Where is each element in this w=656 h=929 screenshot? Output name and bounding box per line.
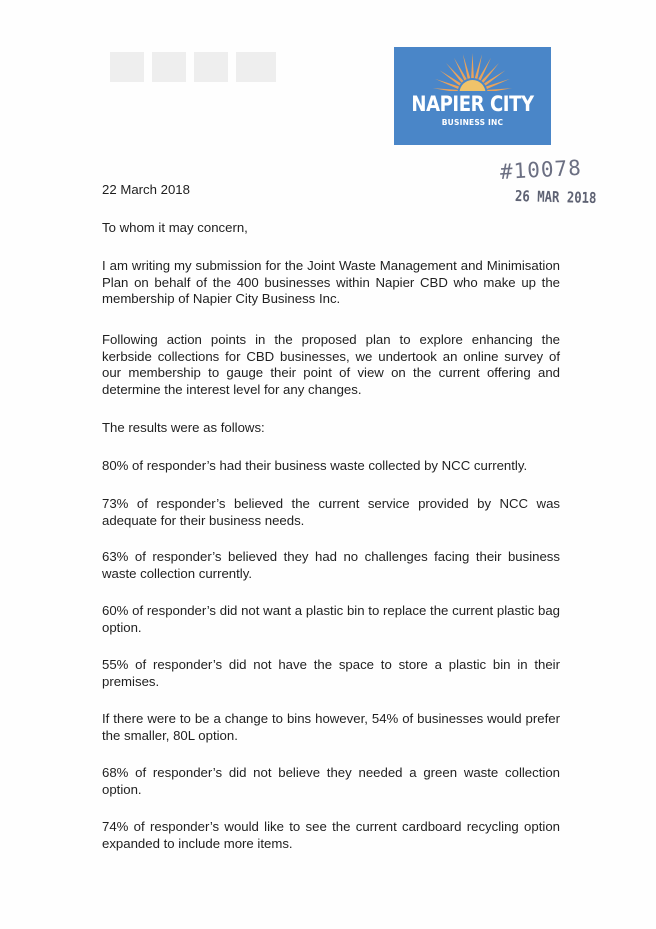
logo-brand-name: NAPIER CITY [411,92,534,116]
survey-result-text: If there were to be a change to bins however, 54% of businesses would prefer the smaller, 80L option. [102,711,560,743]
survey-result [102,496,560,529]
handwritten-reference-number: #10078 [499,155,583,184]
survey-result-text: 55% of responder’s did not have the space to store a plastic bin in their premises. [102,657,560,689]
survey-result-text: 68% of responder’s did not believe they needed a green waste collection option. [102,765,560,797]
survey-result [102,549,560,582]
survey-result-text: 80% of responder’s had their business waste collected by NCC currently. [102,458,528,473]
survey-result [102,711,560,744]
sun-ray [471,53,474,78]
letter-salutation [102,220,560,237]
survey-result-text: 74% of responder’s would like to see the current cardboard recycling option expanded to include more items. [102,819,560,851]
survey-result [102,458,560,475]
survey-result [102,657,560,690]
napier-city-logo [394,47,551,145]
survey-result-text: 63% of responder’s believed they had no challenges facing their business waste collection currently. [102,549,560,581]
survey-result [102,603,560,636]
paragraph-text: Following action points in the proposed plan to explore enhancing the kerbside collections for CBD businesses, we undertook an online survey of our membership to gauge their point of view on the current offering and determine the interest level for any changes. [102,332,560,397]
faded-letterhead-mark [110,48,280,86]
salutation-text: To whom it may concern, [102,220,248,235]
survey-result-text: 73% of responder’s believed the current service provided by NCC was adequate for their business needs. [102,496,560,528]
paragraph [102,332,560,398]
received-date-stamp: 26 MAR 2018 [514,187,597,208]
paragraph [102,258,560,308]
sun-ray [484,70,505,85]
survey-result [102,819,560,852]
date-text: 22 March 2018 [102,182,190,197]
letter-date [102,182,560,199]
sun-ray [440,70,461,85]
paragraph-text: The results were as follows: [102,420,265,435]
survey-result [102,765,560,798]
logo-brand-sub: BUSINESS INC [441,118,504,127]
paragraph [102,420,560,437]
paragraph-text: I am writing my submission for the Joint Waste Management and Minimisation Plan on behalf of the 400 businesses within Napier CBD who make up the membership of Napier City Business Inc. [102,258,560,306]
survey-result-text: 60% of responder’s did not want a plastic bin to replace the current plastic bag option. [102,603,560,635]
